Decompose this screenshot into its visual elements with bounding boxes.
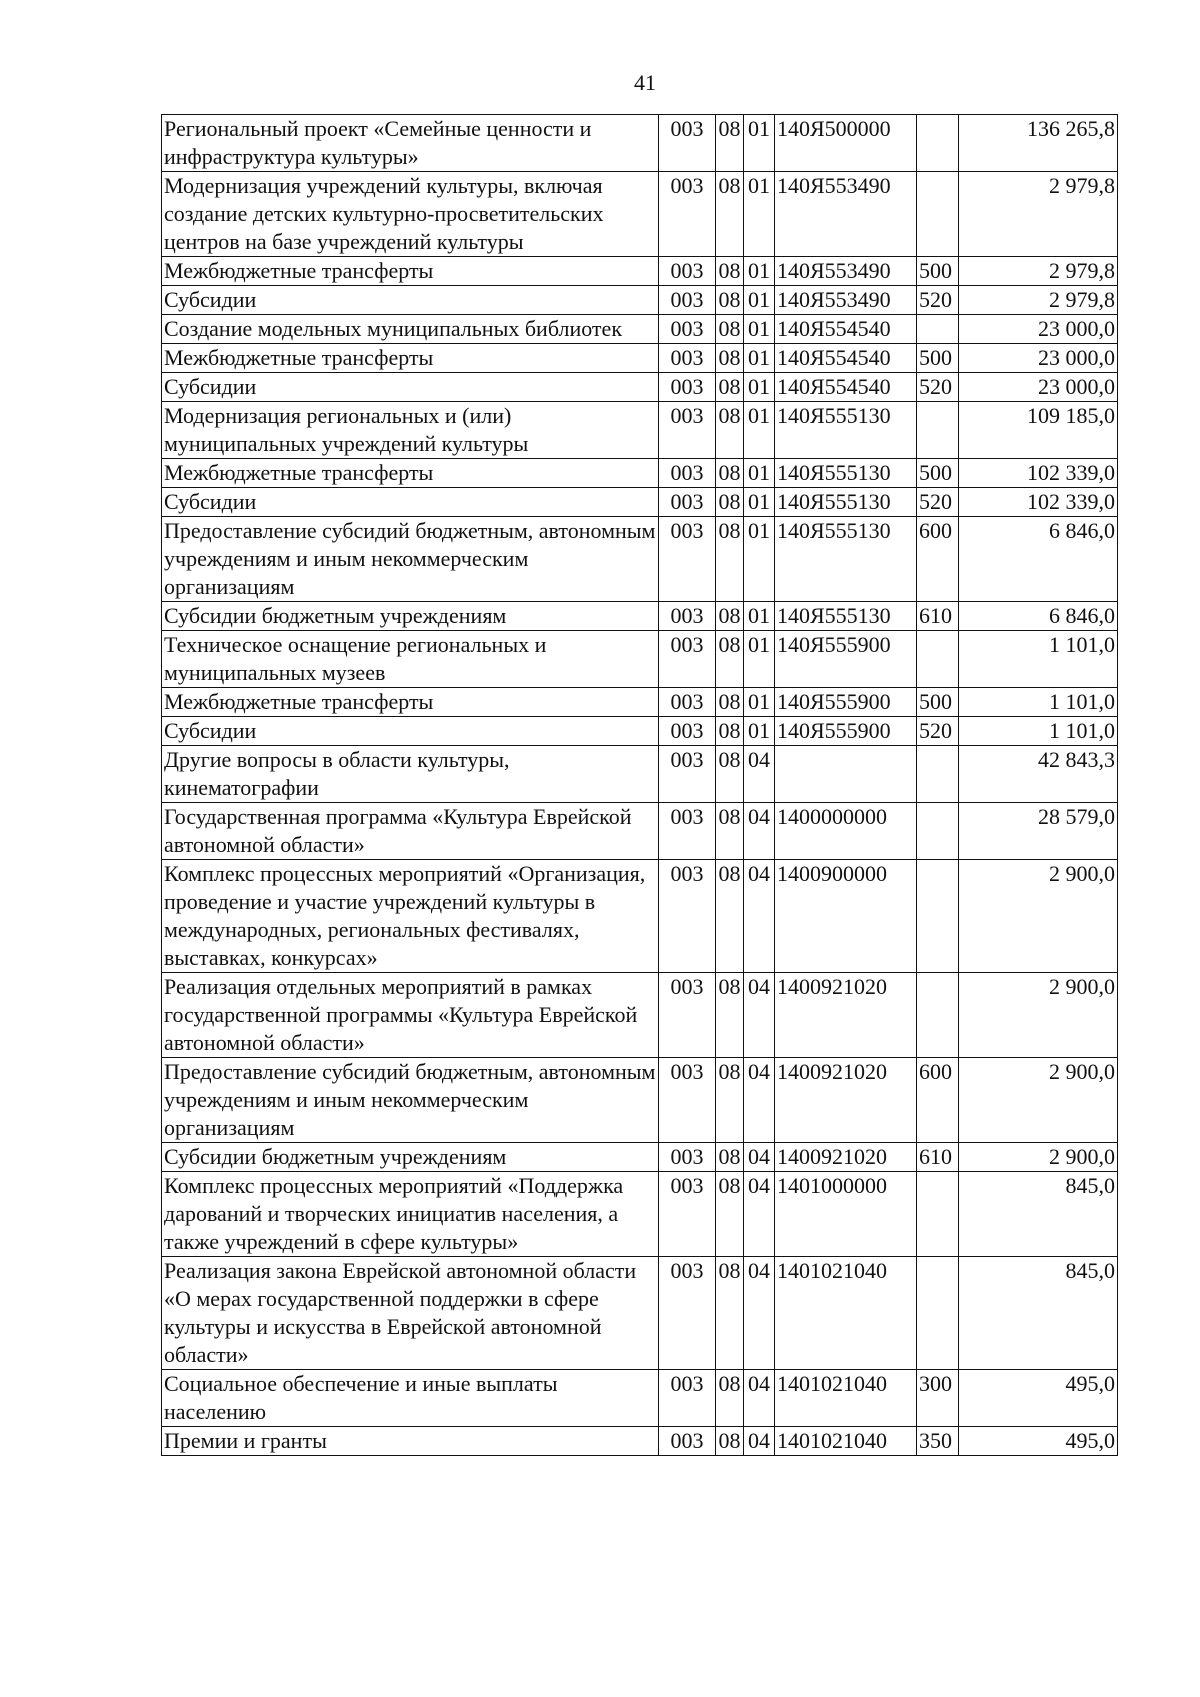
row-name-cell: Реализация отдельных мероприятий в рамках государственной программы «Культура Еврейской автономной области» bbox=[162, 973, 659, 1058]
ministry-code-cell: 003 bbox=[659, 1172, 716, 1257]
subsection-cell: 01 bbox=[744, 286, 775, 315]
budget-table bbox=[161, 114, 1118, 1456]
row-name-cell: Модернизация региональных и (или) муниципальных учреждений культуры bbox=[162, 402, 659, 459]
target-article-cell: 140Я554540 bbox=[775, 344, 917, 373]
amount-cell: 1 101,0 bbox=[959, 717, 1118, 746]
table-row bbox=[162, 373, 1118, 402]
table-row bbox=[162, 688, 1118, 717]
section-cell: 08 bbox=[716, 257, 744, 286]
ministry-code-cell: 003 bbox=[659, 1058, 716, 1143]
ministry-code-cell: 003 bbox=[659, 172, 716, 257]
table-row bbox=[162, 115, 1118, 172]
subsection-cell: 01 bbox=[744, 172, 775, 257]
amount-cell: 845,0 bbox=[959, 1172, 1118, 1257]
row-name-cell: Премии и гранты bbox=[162, 1427, 659, 1456]
expense-type-cell: 520 bbox=[917, 286, 959, 315]
expense-type-cell: 350 bbox=[917, 1427, 959, 1456]
subsection-cell: 01 bbox=[744, 517, 775, 602]
target-article-cell: 140Я500000 bbox=[775, 115, 917, 172]
row-name-cell: Комплекс процессных мероприятий «Организация, проведение и участие учреждений культуры в международных, региональных фестивалях, выставках, конкурсах» bbox=[162, 860, 659, 973]
target-article-cell: 1400921020 bbox=[775, 1143, 917, 1172]
ministry-code-cell: 003 bbox=[659, 860, 716, 973]
expense-type-cell: 610 bbox=[917, 1143, 959, 1172]
ministry-code-cell: 003 bbox=[659, 373, 716, 402]
row-name-cell: Другие вопросы в области культуры, кинематографии bbox=[162, 746, 659, 803]
budget-table-body bbox=[162, 115, 1118, 1456]
amount-cell: 2 900,0 bbox=[959, 860, 1118, 973]
subsection-cell: 04 bbox=[744, 1427, 775, 1456]
amount-cell: 136 265,8 bbox=[959, 115, 1118, 172]
table-row bbox=[162, 602, 1118, 631]
table-row bbox=[162, 860, 1118, 973]
row-name-cell: Социальное обеспечение и иные выплаты населению bbox=[162, 1370, 659, 1427]
amount-cell: 23 000,0 bbox=[959, 315, 1118, 344]
target-article-cell: 1401021040 bbox=[775, 1427, 917, 1456]
amount-cell: 2 979,8 bbox=[959, 286, 1118, 315]
section-cell: 08 bbox=[716, 717, 744, 746]
ministry-code-cell: 003 bbox=[659, 803, 716, 860]
amount-cell: 1 101,0 bbox=[959, 688, 1118, 717]
table-row bbox=[162, 402, 1118, 459]
expense-type-cell bbox=[917, 803, 959, 860]
amount-cell: 495,0 bbox=[959, 1427, 1118, 1456]
table-row bbox=[162, 1058, 1118, 1143]
amount-cell: 102 339,0 bbox=[959, 488, 1118, 517]
amount-cell: 102 339,0 bbox=[959, 459, 1118, 488]
expense-type-cell bbox=[917, 631, 959, 688]
amount-cell: 23 000,0 bbox=[959, 373, 1118, 402]
section-cell: 08 bbox=[716, 315, 744, 344]
amount-cell: 2 900,0 bbox=[959, 973, 1118, 1058]
target-article-cell: 140Я555130 bbox=[775, 517, 917, 602]
subsection-cell: 01 bbox=[744, 315, 775, 344]
section-cell: 08 bbox=[716, 344, 744, 373]
table-row bbox=[162, 1370, 1118, 1427]
ministry-code-cell: 003 bbox=[659, 115, 716, 172]
amount-cell: 23 000,0 bbox=[959, 344, 1118, 373]
expense-type-cell: 500 bbox=[917, 344, 959, 373]
section-cell: 08 bbox=[716, 746, 744, 803]
row-name-cell: Субсидии bbox=[162, 488, 659, 517]
section-cell: 08 bbox=[716, 1143, 744, 1172]
subsection-cell: 04 bbox=[744, 1370, 775, 1427]
table-row bbox=[162, 1143, 1118, 1172]
expense-type-cell bbox=[917, 315, 959, 344]
ministry-code-cell: 003 bbox=[659, 517, 716, 602]
subsection-cell: 01 bbox=[744, 402, 775, 459]
subsection-cell: 04 bbox=[744, 973, 775, 1058]
expense-type-cell bbox=[917, 172, 959, 257]
ministry-code-cell: 003 bbox=[659, 688, 716, 717]
subsection-cell: 01 bbox=[744, 688, 775, 717]
section-cell: 08 bbox=[716, 286, 744, 315]
table-row bbox=[162, 717, 1118, 746]
row-name-cell: Межбюджетные трансферты bbox=[162, 344, 659, 373]
row-name-cell: Создание модельных муниципальных библиотек bbox=[162, 315, 659, 344]
row-name-cell: Региональный проект «Семейные ценности и инфраструктура культуры» bbox=[162, 115, 659, 172]
section-cell: 08 bbox=[716, 115, 744, 172]
ministry-code-cell: 003 bbox=[659, 717, 716, 746]
target-article-cell: 140Я553490 bbox=[775, 257, 917, 286]
expense-type-cell bbox=[917, 402, 959, 459]
subsection-cell: 01 bbox=[744, 459, 775, 488]
row-name-cell: Комплекс процессных мероприятий «Поддержка дарований и творческих инициатив населения, а также учреждений в сфере культуры» bbox=[162, 1172, 659, 1257]
target-article-cell: 140Я555130 bbox=[775, 402, 917, 459]
ministry-code-cell: 003 bbox=[659, 1143, 716, 1172]
subsection-cell: 04 bbox=[744, 1172, 775, 1257]
ministry-code-cell: 003 bbox=[659, 746, 716, 803]
row-name-cell: Реализация закона Еврейской автономной области «О мерах государственной поддержки в сфере культуры и искусства в Еврейской автономной области» bbox=[162, 1257, 659, 1370]
ministry-code-cell: 003 bbox=[659, 1427, 716, 1456]
section-cell: 08 bbox=[716, 488, 744, 517]
ministry-code-cell: 003 bbox=[659, 315, 716, 344]
target-article-cell: 1401000000 bbox=[775, 1172, 917, 1257]
table-row bbox=[162, 973, 1118, 1058]
ministry-code-cell: 003 bbox=[659, 602, 716, 631]
row-name-cell: Техническое оснащение региональных и муниципальных музеев bbox=[162, 631, 659, 688]
amount-cell: 2 979,8 bbox=[959, 257, 1118, 286]
target-article-cell: 140Я555130 bbox=[775, 602, 917, 631]
section-cell: 08 bbox=[716, 602, 744, 631]
section-cell: 08 bbox=[716, 172, 744, 257]
expense-type-cell: 610 bbox=[917, 602, 959, 631]
expense-type-cell: 500 bbox=[917, 688, 959, 717]
table-row bbox=[162, 746, 1118, 803]
target-article-cell: 140Я555130 bbox=[775, 488, 917, 517]
expense-type-cell bbox=[917, 860, 959, 973]
table-row bbox=[162, 315, 1118, 344]
target-article-cell: 1401021040 bbox=[775, 1257, 917, 1370]
section-cell: 08 bbox=[716, 1058, 744, 1143]
section-cell: 08 bbox=[716, 973, 744, 1058]
subsection-cell: 01 bbox=[744, 344, 775, 373]
table-row bbox=[162, 517, 1118, 602]
target-article-cell: 1400000000 bbox=[775, 803, 917, 860]
section-cell: 08 bbox=[716, 459, 744, 488]
amount-cell: 495,0 bbox=[959, 1370, 1118, 1427]
expense-type-cell bbox=[917, 973, 959, 1058]
section-cell: 08 bbox=[716, 631, 744, 688]
ministry-code-cell: 003 bbox=[659, 1257, 716, 1370]
subsection-cell: 01 bbox=[744, 602, 775, 631]
section-cell: 08 bbox=[716, 688, 744, 717]
target-article-cell: 140Я554540 bbox=[775, 373, 917, 402]
expense-type-cell: 500 bbox=[917, 257, 959, 286]
ministry-code-cell: 003 bbox=[659, 488, 716, 517]
expense-type-cell: 300 bbox=[917, 1370, 959, 1427]
target-article-cell: 1400900000 bbox=[775, 860, 917, 973]
target-article-cell: 140Я553490 bbox=[775, 286, 917, 315]
amount-cell: 845,0 bbox=[959, 1257, 1118, 1370]
target-article-cell: 140Я555130 bbox=[775, 459, 917, 488]
subsection-cell: 01 bbox=[744, 115, 775, 172]
subsection-cell: 01 bbox=[744, 488, 775, 517]
section-cell: 08 bbox=[716, 1427, 744, 1456]
target-article-cell: 140Я555900 bbox=[775, 631, 917, 688]
row-name-cell: Субсидии bbox=[162, 286, 659, 315]
table-row bbox=[162, 172, 1118, 257]
ministry-code-cell: 003 bbox=[659, 459, 716, 488]
row-name-cell: Межбюджетные трансферты bbox=[162, 257, 659, 286]
subsection-cell: 04 bbox=[744, 1143, 775, 1172]
page-number: 41 bbox=[634, 70, 656, 95]
table-row bbox=[162, 257, 1118, 286]
section-cell: 08 bbox=[716, 517, 744, 602]
table-row bbox=[162, 1257, 1118, 1370]
amount-cell: 2 900,0 bbox=[959, 1143, 1118, 1172]
table-row bbox=[162, 1172, 1118, 1257]
subsection-cell: 04 bbox=[744, 746, 775, 803]
row-name-cell: Государственная программа «Культура Еврейской автономной области» bbox=[162, 803, 659, 860]
amount-cell: 1 101,0 bbox=[959, 631, 1118, 688]
target-article-cell: 140Я555900 bbox=[775, 688, 917, 717]
amount-cell: 2 900,0 bbox=[959, 1058, 1118, 1143]
subsection-cell: 01 bbox=[744, 373, 775, 402]
section-cell: 08 bbox=[716, 1257, 744, 1370]
ministry-code-cell: 003 bbox=[659, 286, 716, 315]
subsection-cell: 04 bbox=[744, 803, 775, 860]
ministry-code-cell: 003 bbox=[659, 402, 716, 459]
expense-type-cell: 600 bbox=[917, 1058, 959, 1143]
ministry-code-cell: 003 bbox=[659, 631, 716, 688]
row-name-cell: Межбюджетные трансферты bbox=[162, 459, 659, 488]
subsection-cell: 04 bbox=[744, 1058, 775, 1143]
section-cell: 08 bbox=[716, 402, 744, 459]
expense-type-cell bbox=[917, 746, 959, 803]
target-article-cell: 1400921020 bbox=[775, 1058, 917, 1143]
amount-cell: 2 979,8 bbox=[959, 172, 1118, 257]
amount-cell: 6 846,0 bbox=[959, 517, 1118, 602]
target-article-cell: 1401021040 bbox=[775, 1370, 917, 1427]
ministry-code-cell: 003 bbox=[659, 344, 716, 373]
row-name-cell: Предоставление субсидий бюджетным, автономным учреждениям и иным некоммерческим организациям bbox=[162, 517, 659, 602]
ministry-code-cell: 003 bbox=[659, 1370, 716, 1427]
row-name-cell: Предоставление субсидий бюджетным, автономным учреждениям и иным некоммерческим организациям bbox=[162, 1058, 659, 1143]
expense-type-cell: 520 bbox=[917, 373, 959, 402]
target-article-cell: 140Я553490 bbox=[775, 172, 917, 257]
subsection-cell: 01 bbox=[744, 717, 775, 746]
subsection-cell: 04 bbox=[744, 860, 775, 973]
amount-cell: 42 843,3 bbox=[959, 746, 1118, 803]
subsection-cell: 01 bbox=[744, 631, 775, 688]
table-row bbox=[162, 803, 1118, 860]
section-cell: 08 bbox=[716, 373, 744, 402]
row-name-cell: Субсидии бюджетным учреждениям bbox=[162, 1143, 659, 1172]
ministry-code-cell: 003 bbox=[659, 973, 716, 1058]
table-row bbox=[162, 459, 1118, 488]
row-name-cell: Межбюджетные трансферты bbox=[162, 688, 659, 717]
section-cell: 08 bbox=[716, 803, 744, 860]
amount-cell: 109 185,0 bbox=[959, 402, 1118, 459]
expense-type-cell: 520 bbox=[917, 488, 959, 517]
row-name-cell: Модернизация учреждений культуры, включая создание детских культурно-просветительских центров на базе учреждений культуры bbox=[162, 172, 659, 257]
table-row bbox=[162, 1427, 1118, 1456]
target-article-cell: 140Я554540 bbox=[775, 315, 917, 344]
section-cell: 08 bbox=[716, 1370, 744, 1427]
amount-cell: 28 579,0 bbox=[959, 803, 1118, 860]
expense-type-cell bbox=[917, 1257, 959, 1370]
expense-type-cell bbox=[917, 115, 959, 172]
expense-type-cell bbox=[917, 1172, 959, 1257]
table-row bbox=[162, 286, 1118, 315]
row-name-cell: Субсидии bbox=[162, 717, 659, 746]
amount-cell: 6 846,0 bbox=[959, 602, 1118, 631]
section-cell: 08 bbox=[716, 1172, 744, 1257]
subsection-cell: 04 bbox=[744, 1257, 775, 1370]
ministry-code-cell: 003 bbox=[659, 257, 716, 286]
expense-type-cell: 520 bbox=[917, 717, 959, 746]
table-row bbox=[162, 631, 1118, 688]
section-cell: 08 bbox=[716, 860, 744, 973]
table-row bbox=[162, 488, 1118, 517]
expense-type-cell: 600 bbox=[917, 517, 959, 602]
target-article-cell: 1400921020 bbox=[775, 973, 917, 1058]
subsection-cell: 01 bbox=[744, 257, 775, 286]
target-article-cell: 140Я555900 bbox=[775, 717, 917, 746]
expense-type-cell: 500 bbox=[917, 459, 959, 488]
row-name-cell: Субсидии бюджетным учреждениям bbox=[162, 602, 659, 631]
table-row bbox=[162, 344, 1118, 373]
target-article-cell bbox=[775, 746, 917, 803]
row-name-cell: Субсидии bbox=[162, 373, 659, 402]
